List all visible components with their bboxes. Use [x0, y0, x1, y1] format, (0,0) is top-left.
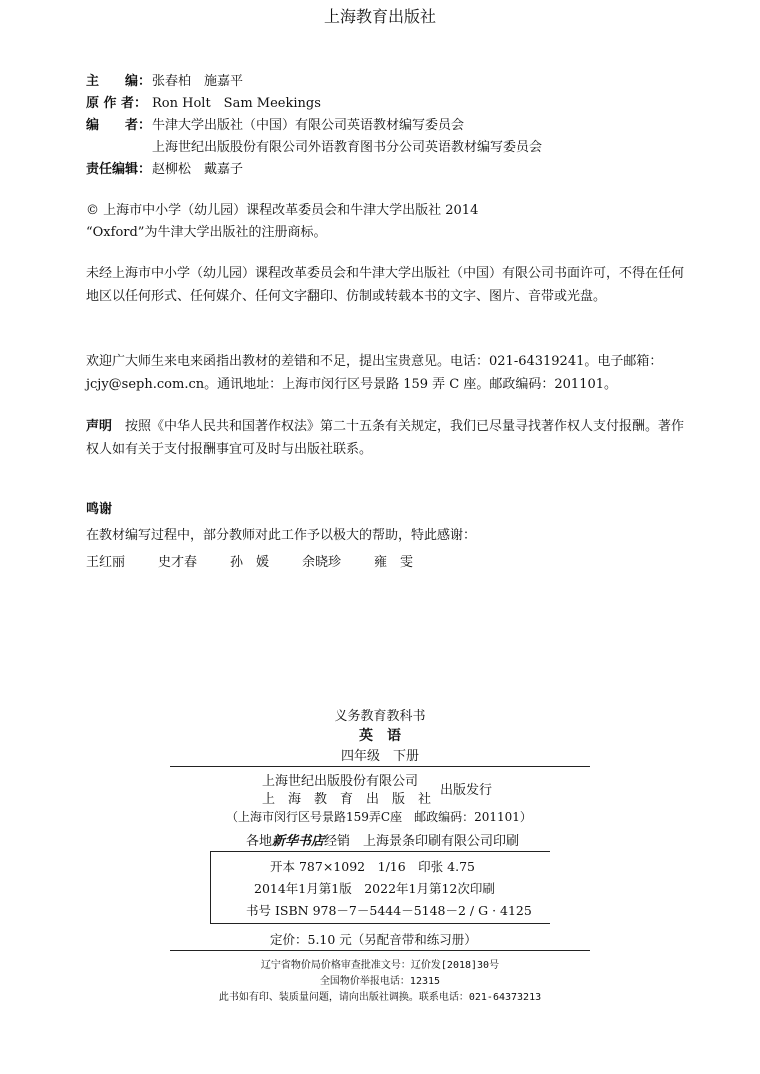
- credit-value: 牛津大学出版社（中国）有限公司英语教材编写委员会: [152, 118, 465, 133]
- colophon-format: 开本 787×1092 1/16 印张 4.75: [270, 859, 475, 874]
- statement-label: 声明: [86, 419, 113, 434]
- colophon-publisher-company: 上海世纪出版股份有限公司: [262, 774, 419, 789]
- credit-value: 赵柳松 戴嘉子: [152, 162, 244, 177]
- colophon-rule-top: [170, 766, 590, 767]
- colophon-rule-left: [210, 851, 211, 923]
- xinhua-bookstore-logo: 新华书店: [272, 834, 325, 849]
- acknowledgements-title: 鸣谢: [86, 502, 113, 517]
- colophon-subject: 英 语: [359, 728, 401, 744]
- price-approval: 辽宁省物价局价格审查批准文号：辽价发[2018]30号: [260, 960, 500, 971]
- credit-label: 编 者：: [86, 118, 152, 133]
- credit-label: 责任编辑：: [86, 162, 152, 177]
- publisher-header: 上海教育出版社: [323, 7, 436, 26]
- credit-original-author: [86, 94, 321, 114]
- colophon-price: 定价：5.10 元（另配音带和练习册）: [270, 932, 477, 947]
- colophon-rule-price: [170, 950, 590, 951]
- credit-responsible-editor: [86, 160, 243, 180]
- colophon-rule-bottom: [210, 923, 550, 924]
- colophon-distribution: [246, 830, 519, 849]
- distribution-rest: 经销 上海景条印刷有限公司印刷: [324, 834, 520, 849]
- acknowledgements-intro: 在教材编写过程中，部分教师对此工作予以极大的帮助，特此感谢：: [86, 528, 477, 543]
- credit-editor-2: [86, 138, 542, 158]
- ack-name: 王红丽: [86, 555, 126, 570]
- copyright-line: © 上海市中小学（幼儿园）课程改革委员会和牛津大学出版社 2014: [86, 203, 479, 218]
- feedback-paragraph: 欢迎广大师生来电来函指出教材的差错和不足，提出宝贵意见。电话：021-64319241。电子邮箱：jcjy@seph.com.cn。通讯地址：上海市闵行区号景路 159 弄 C 座。邮政编码：201101。: [86, 354, 663, 392]
- credit-editor: [86, 116, 464, 136]
- trademark-line: “Oxford”为牛津大学出版社的注册商标。: [86, 225, 327, 240]
- credit-chief-editor: [86, 72, 243, 92]
- colophon-isbn: 书号 ISBN 978－7－5444－5148－2 / G · 4125: [246, 903, 532, 918]
- credit-value: 张春柏 施嘉平: [152, 74, 244, 89]
- colophon-address: （上海市闵行区号景路159弄C座 邮政编码：201101）: [226, 810, 532, 824]
- credit-value: Ron Holt Sam Meekings: [152, 96, 321, 111]
- colophon-grade: 四年级 下册: [340, 749, 419, 764]
- ack-name: 雍 雯: [374, 555, 414, 570]
- colophon-rule-mid: [210, 851, 550, 852]
- distribution-prefix: 各地: [246, 834, 273, 849]
- statement-paragraph: [86, 415, 686, 461]
- colophon-publisher-house: 上 海 教 育 出 版 社: [262, 792, 432, 807]
- price-report-phone: 全国物价举报电话：12315: [319, 976, 441, 987]
- ack-name: 史才春: [158, 555, 198, 570]
- ack-name: 孙 媛: [230, 555, 270, 570]
- credit-label: 原 作 者：: [86, 96, 148, 111]
- permission-paragraph: 未经上海市中小学（幼儿园）课程改革委员会和牛津大学出版社（中国）有限公司书面许可，不得在任何地区以任何形式、任何媒介、任何文字翻印、仿制或转载本书的文字、图片、音带或光盘。: [86, 266, 685, 304]
- quality-notice: 此书如有印、装质量问题，请向出版社调换。联系电话：021-64373213: [218, 992, 542, 1003]
- colophon-edition: 2014年1月第1版 2022年1月第12次印刷: [254, 881, 495, 896]
- statement-text: 按照《中华人民共和国著作权法》第二十五条有关规定，我们已尽量寻找著作权人支付报酬。著作权人如有关于支付报酬事宜可及时与出版社联系。: [86, 419, 685, 457]
- ack-name: 余晓珍: [302, 555, 342, 570]
- colophon-series: 义务教育教科书: [334, 709, 426, 724]
- colophon-role: 出版发行: [440, 783, 493, 798]
- credit-label: 主 编：: [86, 74, 152, 89]
- credit-value: 上海世纪出版股份有限公司外语教育图书分公司英语教材编写委员会: [152, 140, 543, 155]
